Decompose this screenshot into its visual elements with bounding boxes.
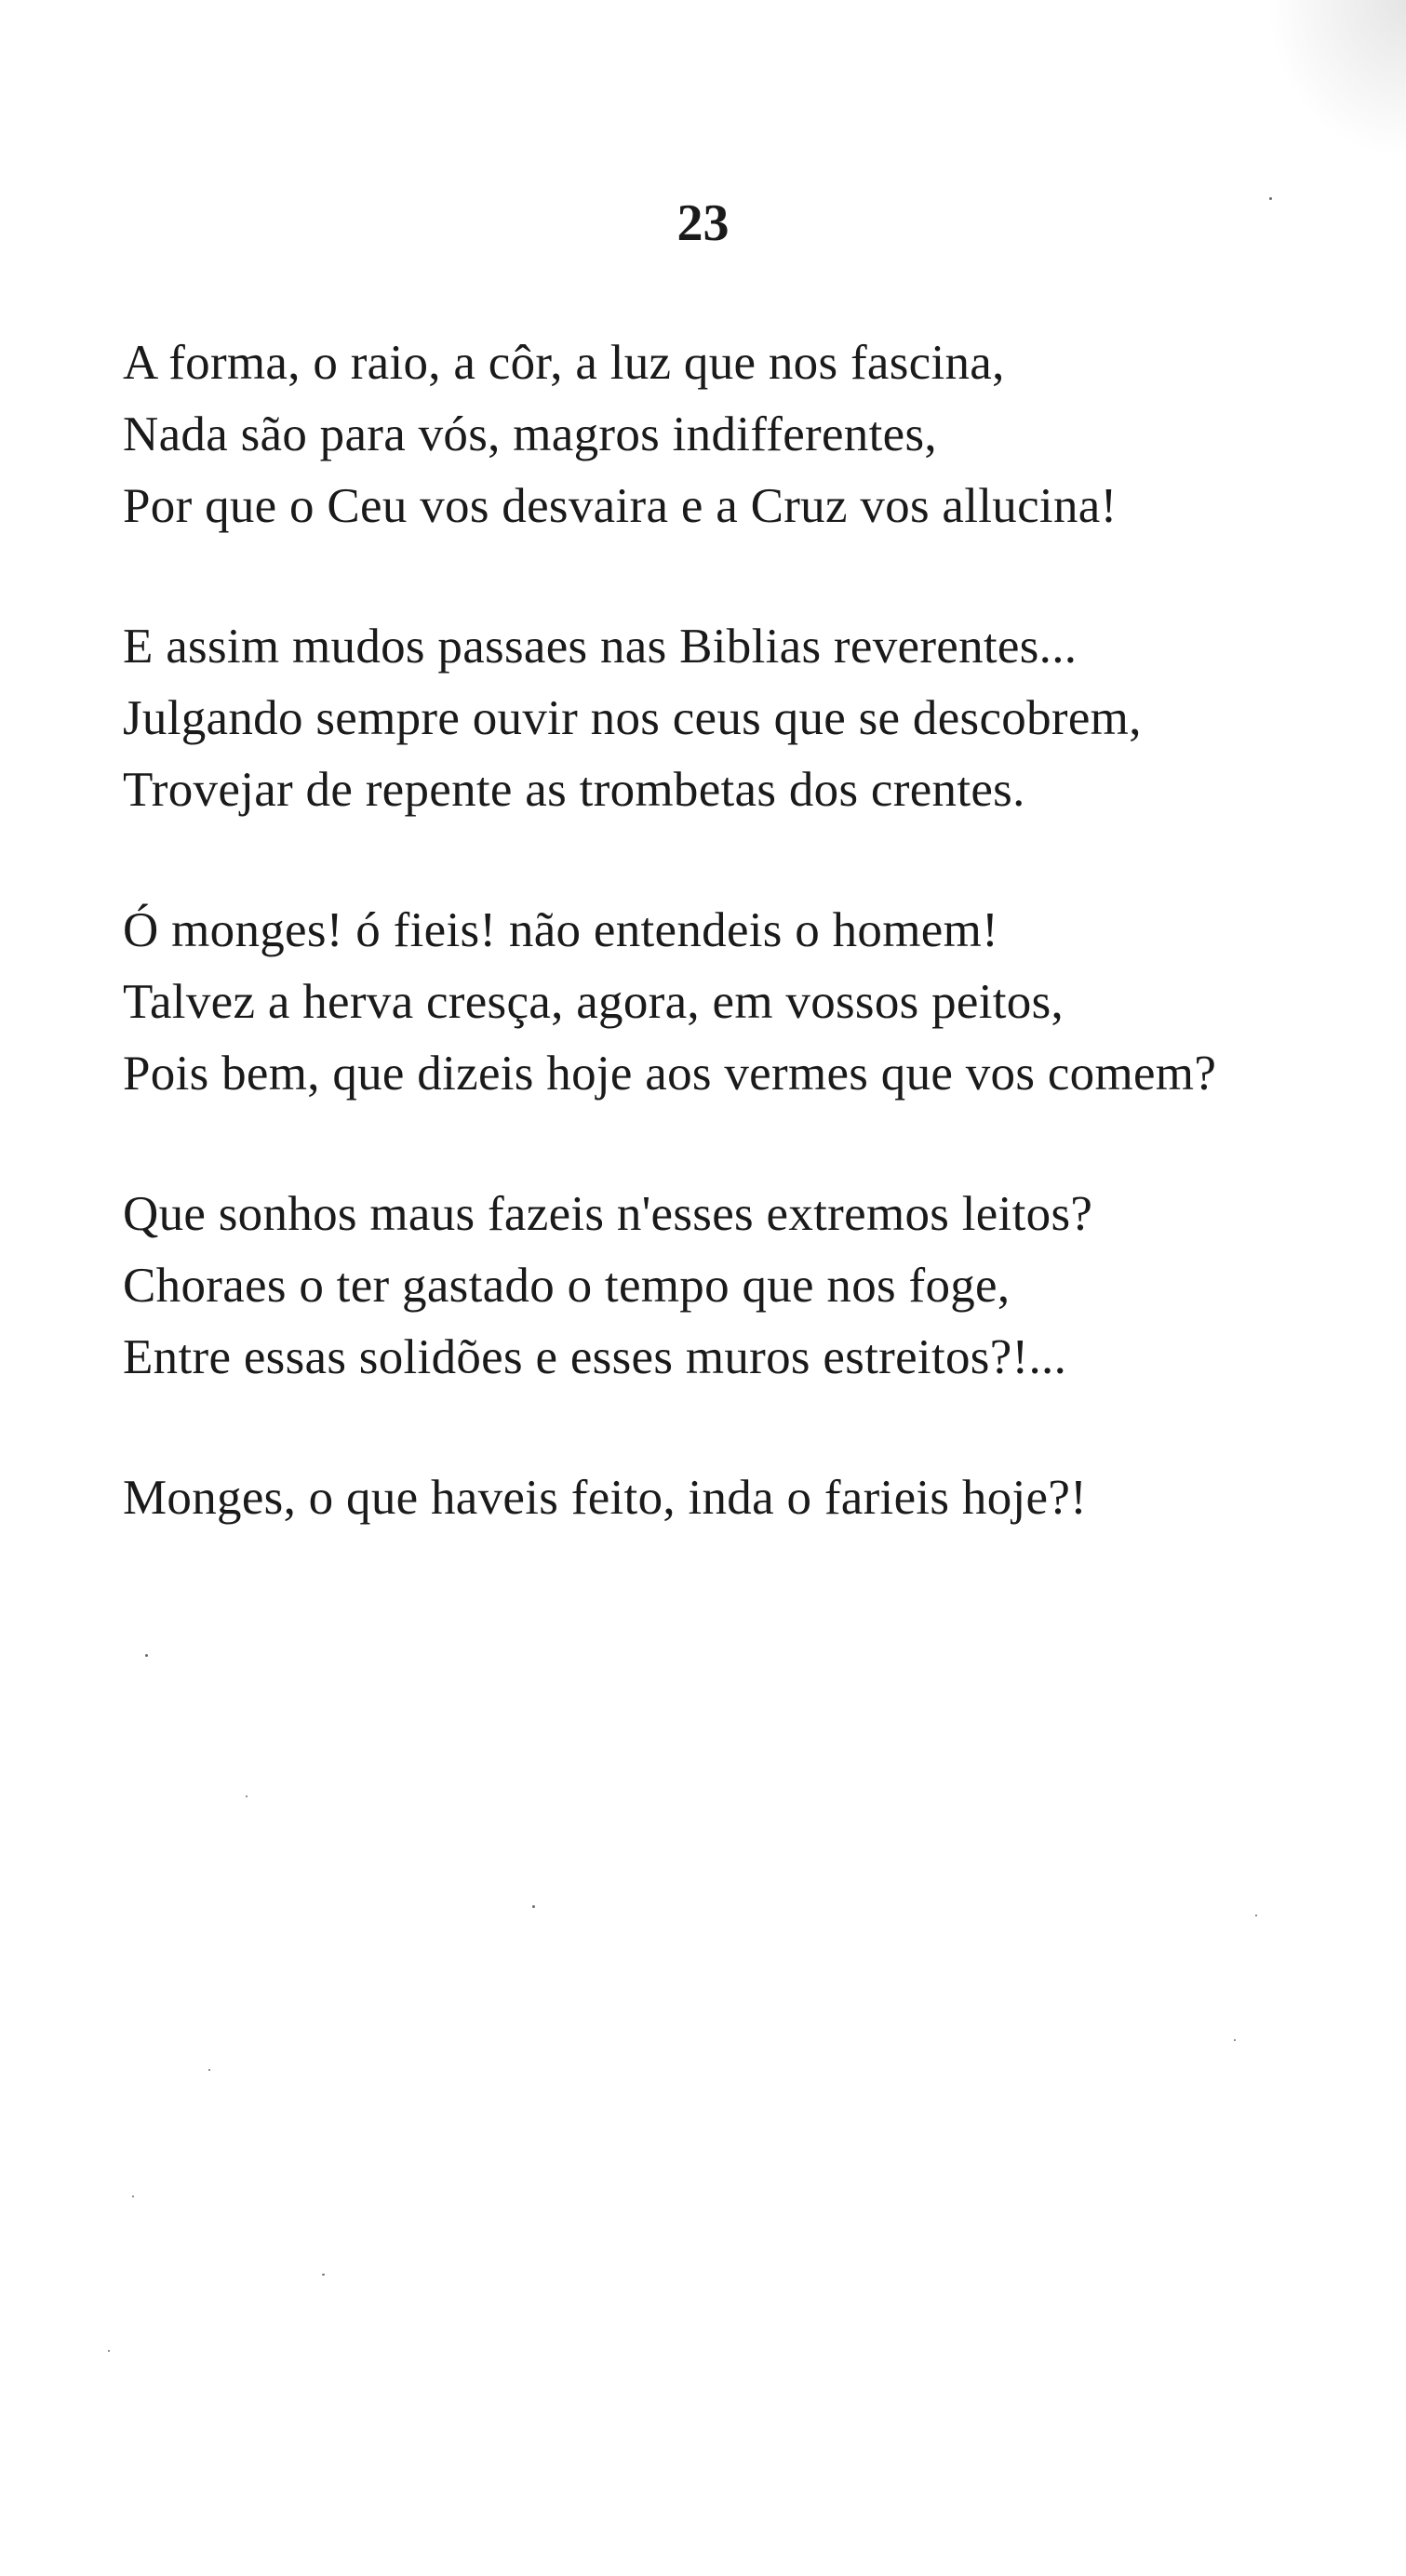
print-speck xyxy=(1255,1915,1257,1916)
print-speck xyxy=(1269,197,1272,200)
print-speck xyxy=(246,1795,248,1797)
poem-line: Pois bem, que dizeis hoje aos vermes que vos comem? xyxy=(123,1047,1217,1101)
stanza-1 xyxy=(123,327,1323,542)
poem-line: Por que o Ceu vos desvaira e a Cruz vos allucina! xyxy=(123,479,1118,533)
stanza-2 xyxy=(123,611,1323,826)
poem-line: Nada são para vós, magros indifferentes, xyxy=(123,407,937,461)
poem xyxy=(123,327,1323,1603)
stanza-5 xyxy=(123,1462,1323,1534)
print-speck xyxy=(145,1654,148,1657)
print-speck xyxy=(208,2069,210,2071)
print-speck xyxy=(132,2196,134,2197)
stanza-4 xyxy=(123,1179,1323,1394)
print-speck xyxy=(532,1905,535,1908)
poem-line: Talvez a herva cresça, agora, em vossos peitos, xyxy=(123,975,1065,1029)
poem-line: A forma, o raio, a côr, a luz que nos fascina, xyxy=(123,336,1005,390)
page-stain xyxy=(1266,0,1406,158)
poem-line: Trovejar de repente as trombetas dos crentes. xyxy=(123,763,1025,817)
print-speck xyxy=(1234,2039,1236,2041)
poem-line: Que sonhos maus fazeis n'esses extremos leitos? xyxy=(123,1187,1093,1241)
poem-line: E assim mudos passaes nas Biblias reverentes... xyxy=(123,620,1078,674)
print-speck xyxy=(322,2274,325,2276)
poem-line: Entre essas solidões e esses muros estreitos?!... xyxy=(123,1330,1067,1384)
print-speck xyxy=(108,2350,110,2352)
poem-line: Ó monges! ó fieis! não entendeis o homem! xyxy=(123,903,999,957)
page-number: 23 xyxy=(676,194,730,252)
poem-line: Monges, o que haveis feito, inda o farieis hoje?! xyxy=(123,1471,1088,1525)
poem-line: Julgando sempre ouvir nos ceus que se descobrem, xyxy=(123,691,1142,745)
stanza-3 xyxy=(123,895,1323,1110)
poem-line: Choraes o ter gastado o tempo que nos foge, xyxy=(123,1259,1011,1313)
